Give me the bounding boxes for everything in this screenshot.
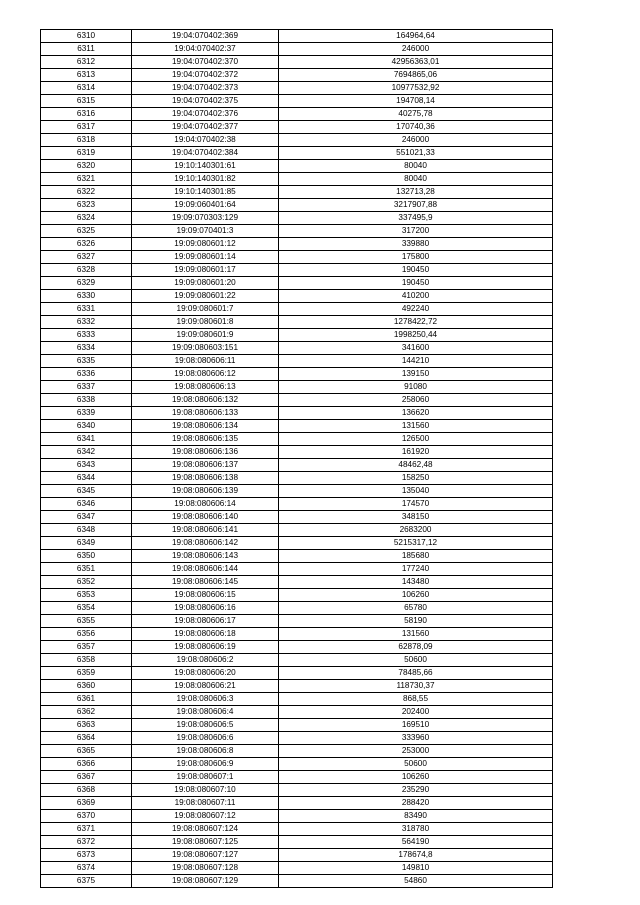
- row-number-cell: 6342: [41, 446, 132, 459]
- table-row: [41, 459, 553, 472]
- row-number-cell: 6369: [41, 797, 132, 810]
- cadastral-number-cell: 19:08:080607:11: [132, 797, 279, 810]
- row-number-cell: 6346: [41, 498, 132, 511]
- row-number-cell: 6322: [41, 186, 132, 199]
- value-cell: 143480: [279, 576, 553, 589]
- cadastral-number-cell: 19:09:060401:64: [132, 199, 279, 212]
- value-cell: 175800: [279, 251, 553, 264]
- row-number-cell: 6347: [41, 511, 132, 524]
- table-row: [41, 225, 553, 238]
- value-cell: 83490: [279, 810, 553, 823]
- row-number-cell: 6337: [41, 381, 132, 394]
- table-row: [41, 329, 553, 342]
- table-row: [41, 342, 553, 355]
- table-row: [41, 43, 553, 56]
- row-number-cell: 6326: [41, 238, 132, 251]
- row-number-cell: 6356: [41, 628, 132, 641]
- value-cell: 135040: [279, 485, 553, 498]
- table-row: [41, 56, 553, 69]
- value-cell: 50600: [279, 758, 553, 771]
- table-row: [41, 784, 553, 797]
- table-row: [41, 849, 553, 862]
- value-cell: 131560: [279, 628, 553, 641]
- value-cell: 164964,64: [279, 30, 553, 43]
- table-row: [41, 264, 553, 277]
- value-cell: 177240: [279, 563, 553, 576]
- row-number-cell: 6311: [41, 43, 132, 56]
- value-cell: 185680: [279, 550, 553, 563]
- row-number-cell: 6349: [41, 537, 132, 550]
- table-row: [41, 290, 553, 303]
- row-number-cell: 6355: [41, 615, 132, 628]
- value-cell: 48462,48: [279, 459, 553, 472]
- row-number-cell: 6334: [41, 342, 132, 355]
- value-cell: 868,55: [279, 693, 553, 706]
- value-cell: 258060: [279, 394, 553, 407]
- table-row: [41, 628, 553, 641]
- row-number-cell: 6364: [41, 732, 132, 745]
- cadastral-number-cell: 19:09:080601:17: [132, 264, 279, 277]
- row-number-cell: 6323: [41, 199, 132, 212]
- cadastral-number-cell: 19:09:070303:129: [132, 212, 279, 225]
- row-number-cell: 6351: [41, 563, 132, 576]
- row-number-cell: 6324: [41, 212, 132, 225]
- value-cell: 1278422,72: [279, 316, 553, 329]
- value-cell: 91080: [279, 381, 553, 394]
- cadastral-number-cell: 19:09:080603:151: [132, 342, 279, 355]
- table-row: [41, 381, 553, 394]
- row-number-cell: 6328: [41, 264, 132, 277]
- row-number-cell: 6371: [41, 823, 132, 836]
- value-cell: 139150: [279, 368, 553, 381]
- table-row: [41, 420, 553, 433]
- cadastral-number-cell: 19:04:070402:38: [132, 134, 279, 147]
- table-row: [41, 836, 553, 849]
- value-cell: 202400: [279, 706, 553, 719]
- table-row: [41, 368, 553, 381]
- cadastral-number-cell: 19:10:140301:85: [132, 186, 279, 199]
- table-row: [41, 472, 553, 485]
- table-row: [41, 355, 553, 368]
- row-number-cell: 6366: [41, 758, 132, 771]
- table-row: [41, 589, 553, 602]
- value-cell: 170740,36: [279, 121, 553, 134]
- row-number-cell: 6353: [41, 589, 132, 602]
- table-row: [41, 732, 553, 745]
- table-row: [41, 199, 553, 212]
- table-row: [41, 394, 553, 407]
- table-row: [41, 680, 553, 693]
- cadastral-number-cell: 19:08:080607:128: [132, 862, 279, 875]
- row-number-cell: 6329: [41, 277, 132, 290]
- value-cell: 253000: [279, 745, 553, 758]
- value-cell: 190450: [279, 264, 553, 277]
- row-number-cell: 6325: [41, 225, 132, 238]
- table-row: [41, 173, 553, 186]
- cadastral-number-cell: 19:08:080606:143: [132, 550, 279, 563]
- value-cell: 246000: [279, 134, 553, 147]
- table-row: [41, 251, 553, 264]
- cadastral-number-cell: 19:09:080601:20: [132, 277, 279, 290]
- value-cell: 158250: [279, 472, 553, 485]
- table-row: [41, 69, 553, 82]
- table-row: [41, 797, 553, 810]
- value-cell: 42956363,01: [279, 56, 553, 69]
- value-cell: 80040: [279, 173, 553, 186]
- table-row: [41, 758, 553, 771]
- row-number-cell: 6358: [41, 654, 132, 667]
- cadastral-number-cell: 19:09:080601:9: [132, 329, 279, 342]
- cadastral-number-cell: 19:09:080601:7: [132, 303, 279, 316]
- row-number-cell: 6344: [41, 472, 132, 485]
- row-number-cell: 6374: [41, 862, 132, 875]
- cadastral-number-cell: 19:08:080606:8: [132, 745, 279, 758]
- cadastral-number-cell: 19:08:080606:21: [132, 680, 279, 693]
- value-cell: 118730,37: [279, 680, 553, 693]
- value-cell: 65780: [279, 602, 553, 615]
- value-cell: 131560: [279, 420, 553, 433]
- row-number-cell: 6348: [41, 524, 132, 537]
- table-row: [41, 134, 553, 147]
- cadastral-number-cell: 19:08:080607:1: [132, 771, 279, 784]
- table-row: [41, 576, 553, 589]
- table-row: [41, 238, 553, 251]
- row-number-cell: 6318: [41, 134, 132, 147]
- row-number-cell: 6362: [41, 706, 132, 719]
- value-cell: 551021,33: [279, 147, 553, 160]
- cadastral-number-cell: 19:08:080606:132: [132, 394, 279, 407]
- row-number-cell: 6363: [41, 719, 132, 732]
- row-number-cell: 6316: [41, 108, 132, 121]
- cadastral-number-cell: 19:08:080606:141: [132, 524, 279, 537]
- row-number-cell: 6341: [41, 433, 132, 446]
- cadastral-number-cell: 19:08:080606:144: [132, 563, 279, 576]
- cadastral-number-cell: 19:10:140301:82: [132, 173, 279, 186]
- table-row: [41, 537, 553, 550]
- value-cell: 288420: [279, 797, 553, 810]
- cadastral-number-cell: 19:08:080606:136: [132, 446, 279, 459]
- cadastral-number-cell: 19:08:080606:3: [132, 693, 279, 706]
- cadastral-number-cell: 19:08:080606:142: [132, 537, 279, 550]
- row-number-cell: 6350: [41, 550, 132, 563]
- row-number-cell: 6314: [41, 82, 132, 95]
- row-number-cell: 6354: [41, 602, 132, 615]
- table-row: [41, 121, 553, 134]
- table-row: [41, 186, 553, 199]
- value-cell: 348150: [279, 511, 553, 524]
- cadastral-number-cell: 19:08:080606:14: [132, 498, 279, 511]
- value-cell: 339880: [279, 238, 553, 251]
- cadastral-number-cell: 19:08:080607:12: [132, 810, 279, 823]
- table-row: [41, 641, 553, 654]
- value-cell: 149810: [279, 862, 553, 875]
- cadastral-number-cell: 19:04:070402:369: [132, 30, 279, 43]
- table-row: [41, 82, 553, 95]
- row-number-cell: 6327: [41, 251, 132, 264]
- cadastral-number-cell: 19:08:080606:20: [132, 667, 279, 680]
- table-row: [41, 706, 553, 719]
- cadastral-number-cell: 19:08:080606:133: [132, 407, 279, 420]
- table-row: [41, 316, 553, 329]
- table-row: [41, 108, 553, 121]
- table-row: [41, 862, 553, 875]
- table-row: [41, 524, 553, 537]
- value-cell: 58190: [279, 615, 553, 628]
- cadastral-value-table: [40, 29, 553, 888]
- row-number-cell: 6370: [41, 810, 132, 823]
- cadastral-number-cell: 19:08:080607:124: [132, 823, 279, 836]
- value-cell: 174570: [279, 498, 553, 511]
- row-number-cell: 6331: [41, 303, 132, 316]
- value-cell: 318780: [279, 823, 553, 836]
- cadastral-number-cell: 19:08:080607:10: [132, 784, 279, 797]
- row-number-cell: 6315: [41, 95, 132, 108]
- row-number-cell: 6345: [41, 485, 132, 498]
- cadastral-number-cell: 19:10:140301:61: [132, 160, 279, 173]
- value-cell: 317200: [279, 225, 553, 238]
- row-number-cell: 6338: [41, 394, 132, 407]
- cadastral-number-cell: 19:08:080606:2: [132, 654, 279, 667]
- value-cell: 333960: [279, 732, 553, 745]
- row-number-cell: 6343: [41, 459, 132, 472]
- table-row: [41, 771, 553, 784]
- value-cell: 132713,28: [279, 186, 553, 199]
- value-cell: 492240: [279, 303, 553, 316]
- value-cell: 341600: [279, 342, 553, 355]
- value-cell: 106260: [279, 589, 553, 602]
- value-cell: 5215317,12: [279, 537, 553, 550]
- cadastral-number-cell: 19:04:070402:373: [132, 82, 279, 95]
- cadastral-number-cell: 19:08:080606:18: [132, 628, 279, 641]
- row-number-cell: 6365: [41, 745, 132, 758]
- cadastral-number-cell: 19:08:080606:5: [132, 719, 279, 732]
- table-row: [41, 160, 553, 173]
- table-row: [41, 498, 553, 511]
- cadastral-number-cell: 19:08:080606:13: [132, 381, 279, 394]
- row-number-cell: 6360: [41, 680, 132, 693]
- value-cell: 126500: [279, 433, 553, 446]
- row-number-cell: 6335: [41, 355, 132, 368]
- row-number-cell: 6368: [41, 784, 132, 797]
- cadastral-number-cell: 19:04:070402:376: [132, 108, 279, 121]
- cadastral-number-cell: 19:08:080606:12: [132, 368, 279, 381]
- cadastral-number-cell: 19:04:070402:375: [132, 95, 279, 108]
- cadastral-number-cell: 19:08:080606:17: [132, 615, 279, 628]
- value-cell: 54860: [279, 875, 553, 888]
- cadastral-number-cell: 19:08:080607:127: [132, 849, 279, 862]
- value-cell: 10977532,92: [279, 82, 553, 95]
- cadastral-number-cell: 19:04:070402:370: [132, 56, 279, 69]
- row-number-cell: 6352: [41, 576, 132, 589]
- value-cell: 80040: [279, 160, 553, 173]
- cadastral-number-cell: 19:08:080606:16: [132, 602, 279, 615]
- row-number-cell: 6310: [41, 30, 132, 43]
- table-row: [41, 823, 553, 836]
- value-cell: 1998250,44: [279, 329, 553, 342]
- row-number-cell: 6336: [41, 368, 132, 381]
- value-cell: 2683200: [279, 524, 553, 537]
- table-row: [41, 602, 553, 615]
- cadastral-number-cell: 19:04:070402:372: [132, 69, 279, 82]
- cadastral-number-cell: 19:04:070402:384: [132, 147, 279, 160]
- cadastral-number-cell: 19:09:080601:14: [132, 251, 279, 264]
- cadastral-number-cell: 19:08:080606:137: [132, 459, 279, 472]
- cadastral-number-cell: 19:09:080601:22: [132, 290, 279, 303]
- table-body: [41, 30, 553, 888]
- row-number-cell: 6373: [41, 849, 132, 862]
- value-cell: 169510: [279, 719, 553, 732]
- table-row: [41, 875, 553, 888]
- table-row: [41, 654, 553, 667]
- cadastral-number-cell: 19:08:080606:4: [132, 706, 279, 719]
- table-row: [41, 719, 553, 732]
- value-cell: 194708,14: [279, 95, 553, 108]
- cadastral-number-cell: 19:08:080607:125: [132, 836, 279, 849]
- table-row: [41, 563, 553, 576]
- cadastral-number-cell: 19:08:080606:9: [132, 758, 279, 771]
- cadastral-number-cell: 19:04:070402:37: [132, 43, 279, 56]
- row-number-cell: 6375: [41, 875, 132, 888]
- value-cell: 190450: [279, 277, 553, 290]
- table-row: [41, 550, 553, 563]
- row-number-cell: 6330: [41, 290, 132, 303]
- row-number-cell: 6340: [41, 420, 132, 433]
- value-cell: 337495,9: [279, 212, 553, 225]
- value-cell: 136620: [279, 407, 553, 420]
- table-row: [41, 485, 553, 498]
- value-cell: 106260: [279, 771, 553, 784]
- cadastral-number-cell: 19:09:080601:12: [132, 238, 279, 251]
- row-number-cell: 6367: [41, 771, 132, 784]
- value-cell: 178674,8: [279, 849, 553, 862]
- cadastral-number-cell: 19:08:080606:6: [132, 732, 279, 745]
- table-row: [41, 511, 553, 524]
- value-cell: 235290: [279, 784, 553, 797]
- value-cell: 7694865,06: [279, 69, 553, 82]
- row-number-cell: 6339: [41, 407, 132, 420]
- table-row: [41, 147, 553, 160]
- cadastral-number-cell: 19:08:080606:15: [132, 589, 279, 602]
- table-row: [41, 667, 553, 680]
- row-number-cell: 6332: [41, 316, 132, 329]
- cadastral-number-cell: 19:08:080606:139: [132, 485, 279, 498]
- row-number-cell: 6359: [41, 667, 132, 680]
- cadastral-number-cell: 19:09:080601:8: [132, 316, 279, 329]
- table-row: [41, 693, 553, 706]
- value-cell: 62878,09: [279, 641, 553, 654]
- table-row: [41, 810, 553, 823]
- value-cell: 410200: [279, 290, 553, 303]
- row-number-cell: 6317: [41, 121, 132, 134]
- cadastral-number-cell: 19:08:080607:129: [132, 875, 279, 888]
- table-row: [41, 277, 553, 290]
- table-row: [41, 433, 553, 446]
- table-row: [41, 303, 553, 316]
- row-number-cell: 6312: [41, 56, 132, 69]
- table-row: [41, 30, 553, 43]
- table-row: [41, 615, 553, 628]
- value-cell: 40275,78: [279, 108, 553, 121]
- cadastral-number-cell: 19:08:080606:19: [132, 641, 279, 654]
- row-number-cell: 6313: [41, 69, 132, 82]
- value-cell: 3217907,88: [279, 199, 553, 212]
- cadastral-number-cell: 19:08:080606:140: [132, 511, 279, 524]
- row-number-cell: 6372: [41, 836, 132, 849]
- cadastral-number-cell: 19:08:080606:134: [132, 420, 279, 433]
- row-number-cell: 6319: [41, 147, 132, 160]
- value-cell: 246000: [279, 43, 553, 56]
- row-number-cell: 6361: [41, 693, 132, 706]
- cadastral-number-cell: 19:08:080606:11: [132, 355, 279, 368]
- value-cell: 78485,66: [279, 667, 553, 680]
- table-row: [41, 407, 553, 420]
- cadastral-number-cell: 19:09:070401:3: [132, 225, 279, 238]
- table-row: [41, 95, 553, 108]
- table-row: [41, 446, 553, 459]
- cadastral-number-cell: 19:08:080606:138: [132, 472, 279, 485]
- table-row: [41, 212, 553, 225]
- row-number-cell: 6333: [41, 329, 132, 342]
- value-cell: 144210: [279, 355, 553, 368]
- row-number-cell: 6320: [41, 160, 132, 173]
- row-number-cell: 6321: [41, 173, 132, 186]
- row-number-cell: 6357: [41, 641, 132, 654]
- cadastral-number-cell: 19:08:080606:135: [132, 433, 279, 446]
- value-cell: 161920: [279, 446, 553, 459]
- table-row: [41, 745, 553, 758]
- value-cell: 564190: [279, 836, 553, 849]
- cadastral-number-cell: 19:04:070402:377: [132, 121, 279, 134]
- cadastral-number-cell: 19:08:080606:145: [132, 576, 279, 589]
- value-cell: 50600: [279, 654, 553, 667]
